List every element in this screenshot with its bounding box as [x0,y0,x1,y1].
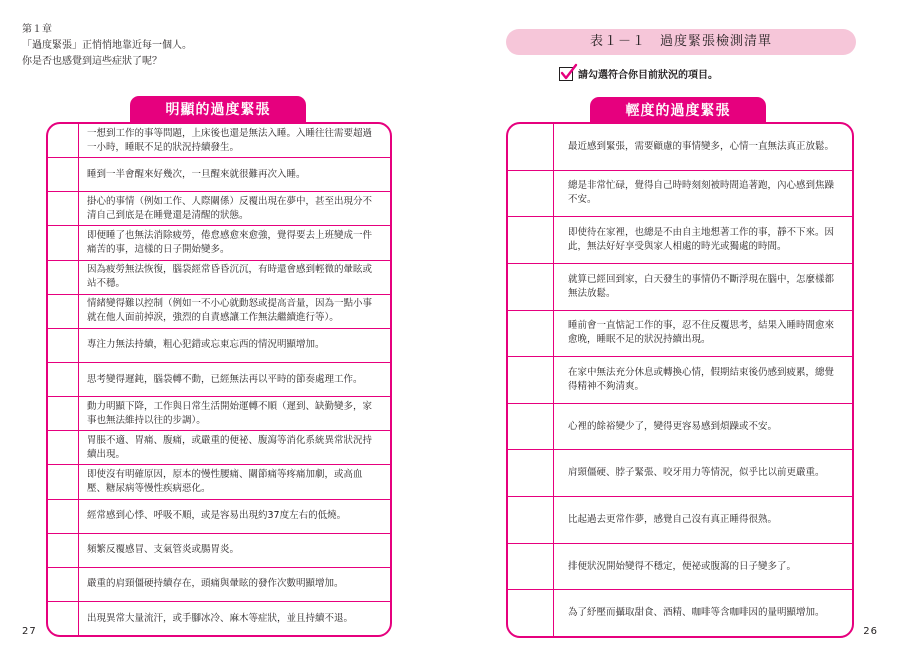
section-title-severe: 明顯的過度緊張 [130,96,306,122]
chapter-label: 第１章 [22,24,52,35]
severe-checklist-items [48,124,390,635]
severe-checklist [46,122,392,637]
page-number-left: 27 [22,626,37,637]
checklist-item [508,497,852,544]
checklist-item [508,264,852,311]
checkbox[interactable] [508,404,554,450]
checklist-item-text: 掛心的事情（例如工作、人際關係）反覆出現在夢中，甚至出現分不清自己到底是在睡覺還是清醒的狀態。 [87,195,373,221]
checkbox[interactable] [48,363,79,396]
checkbox[interactable] [48,124,79,157]
checklist-item [48,465,390,499]
checklist-item [48,500,390,534]
checkbox[interactable] [48,329,79,362]
checklist-item [508,404,852,451]
checklist-item-text: 比起過去更常作夢，感覺自己沒有真正睡得很熟。 [568,513,778,525]
checklist-item [508,217,852,264]
checkbox[interactable] [48,500,79,533]
checklist-item-text: 在家中無法充分休息或轉換心情，假期結束後仍感到疲累，總覺得精神不夠清爽。 [568,367,835,393]
checklist-item [48,568,390,602]
checkbox[interactable] [508,264,554,310]
checklist-item-text: 因為疲勞無法恢復，腦袋經常昏昏沉沉，有時還會感到輕微的暈眩或站不穩。 [87,264,373,290]
section-title-mild: 輕度的過度緊張 [590,97,766,123]
checklist-item [48,295,390,329]
checklist-item [48,602,390,635]
checkbox[interactable] [48,602,79,635]
checklist-item-text: 胃脹不適、胃痛、腹痛，或嚴重的便祕、腹瀉等消化系統異常狀況持續出現。 [87,434,373,460]
checklist-item-text: 一想到工作的事等問題，上床後也還是無法入睡。入睡往往需要超過一小時，睡眠不足的狀況持續發生。 [87,127,373,153]
checklist-item-text: 排便狀況開始變得不穩定，便祕或腹瀉的日子變多了。 [568,560,797,572]
checkbox[interactable] [508,217,554,263]
checklist-item-text: 即便睡了也無法消除疲勞，倦怠感愈來愈強，覺得要去上班變成一件痛苦的事，這樣的日子開始變多。 [87,229,373,255]
checklist-item [48,226,390,260]
mild-checklist-items [508,124,852,636]
checkbox[interactable] [508,311,554,357]
checklist-item-text: 為了紓壓而攝取甜食、酒精、咖啡等含咖啡因的量明顯增加。 [568,607,825,619]
checklist-item [508,124,852,171]
instruction [559,66,718,81]
checkbox[interactable] [48,261,79,294]
checklist-item-text: 睡到一半會醒來好幾次，一旦醒來就很難再次入睡。 [87,168,306,180]
checklist-item [508,311,852,358]
checklist-item-text: 睡前會一直惦記工作的事，忍不住反覆思考，結果入睡時間愈來愈晚，睡眠不足的狀況持續出現。 [568,320,835,346]
checklist-item-text: 即使沒有明確原因，原本的慢性腰痛、關節痛等疼痛加劇，或高血壓、糖尿病等慢性疾病惡化。 [87,468,363,494]
checklist-item [508,590,852,636]
checkbox[interactable] [508,450,554,496]
checklist-item-text: 經常感到心悸、呼吸不順，或是容易出現約37度左右的低燒。 [87,510,347,522]
checklist-item-text: 總是非常忙碌，覺得自己時時刻刻被時間追著跑，內心感到焦躁不安。 [568,180,835,206]
checklist-item [48,124,390,158]
checkbox[interactable] [508,497,554,543]
checkbox[interactable] [48,534,79,567]
intro-line-1: 「過度緊張」正悄悄地靠近每一個人。 [22,40,192,51]
checklist-item-text: 就算已經回到家，白天發生的事情仍不斷浮現在腦中，怎麼樣都無法放鬆。 [568,273,835,299]
instruction-text: 請勾選符合你目前狀況的項目。 [578,70,718,81]
checklist-item-text: 動力明顯下降，工作與日常生活開始運轉不順（遲到、缺勤變多，家事也無法維持以往的步調）。 [87,400,373,426]
checkbox[interactable] [48,397,79,430]
checklist-item-text: 即使待在家裡，也總是不由自主地想著工作的事，靜不下來。因此，無法好好享受與家人相處的時光或獨處的時間。 [568,227,835,253]
checkbox[interactable] [48,568,79,601]
checkbox[interactable] [508,124,554,170]
checklist-item-text: 嚴重的肩頸僵硬持續存在，頭痛與暈眩的發作次數明顯增加。 [87,578,344,590]
checklist-item-text: 肩頸僵硬、脖子緊張、咬牙用力等情況，似乎比以前更嚴重。 [568,467,825,479]
checkbox[interactable] [508,171,554,217]
checklist-item [48,192,390,226]
checklist-item [48,431,390,465]
checkbox[interactable] [508,544,554,590]
right-page [450,0,900,661]
intro-line-2: 你是否也感覺到這些症狀了呢？ [22,56,162,67]
checklist-item-text: 心裡的餘裕變少了，變得更容易感到煩躁或不安。 [568,420,778,432]
checkbox[interactable] [48,465,79,498]
checklist-item [508,357,852,404]
checkbox-check-icon [559,67,573,81]
checklist-item [508,450,852,497]
table-title: 表１－１ 過度緊張檢測清單 [506,29,856,55]
checkbox[interactable] [508,590,554,636]
checklist-item [48,363,390,397]
checklist-item [48,261,390,295]
checkbox[interactable] [48,158,79,191]
checklist-item-text: 專注力無法持續，粗心犯錯或忘東忘西的情況明顯增加。 [87,339,325,351]
page-number-right: 26 [863,626,878,637]
checklist-item-text: 最近感到緊張，需要顧慮的事情變多，心情一直無法真正放鬆。 [568,140,835,152]
checklist-item [508,544,852,591]
mild-checklist [506,122,854,638]
checklist-item [48,534,390,568]
checkbox[interactable] [48,192,79,225]
checklist-item-text: 頻繁反覆感冒、支氣管炎或腸胃炎。 [87,544,240,556]
checkbox[interactable] [508,357,554,403]
checklist-item-text: 情緒變得難以控制（例如一不小心就動怒或提高音量，因為一點小事就在他人面前掉淚，強烈的自責感讓工作無法繼續進行等）。 [87,298,373,324]
checklist-item [48,158,390,192]
chapter-intro [22,22,192,70]
checkbox[interactable] [48,226,79,259]
checklist-item-text: 出現異常大量流汗，或手腳冰冷、麻木等症狀，並且持續不退。 [87,612,354,624]
checklist-item [48,397,390,431]
checkbox[interactable] [48,431,79,464]
checklist-item [48,329,390,363]
checklist-item [508,171,852,218]
checklist-item-text: 思考變得遲鈍，腦袋轉不動，已經無法再以平時的節奏處理工作。 [87,373,363,385]
checkbox[interactable] [48,295,79,328]
